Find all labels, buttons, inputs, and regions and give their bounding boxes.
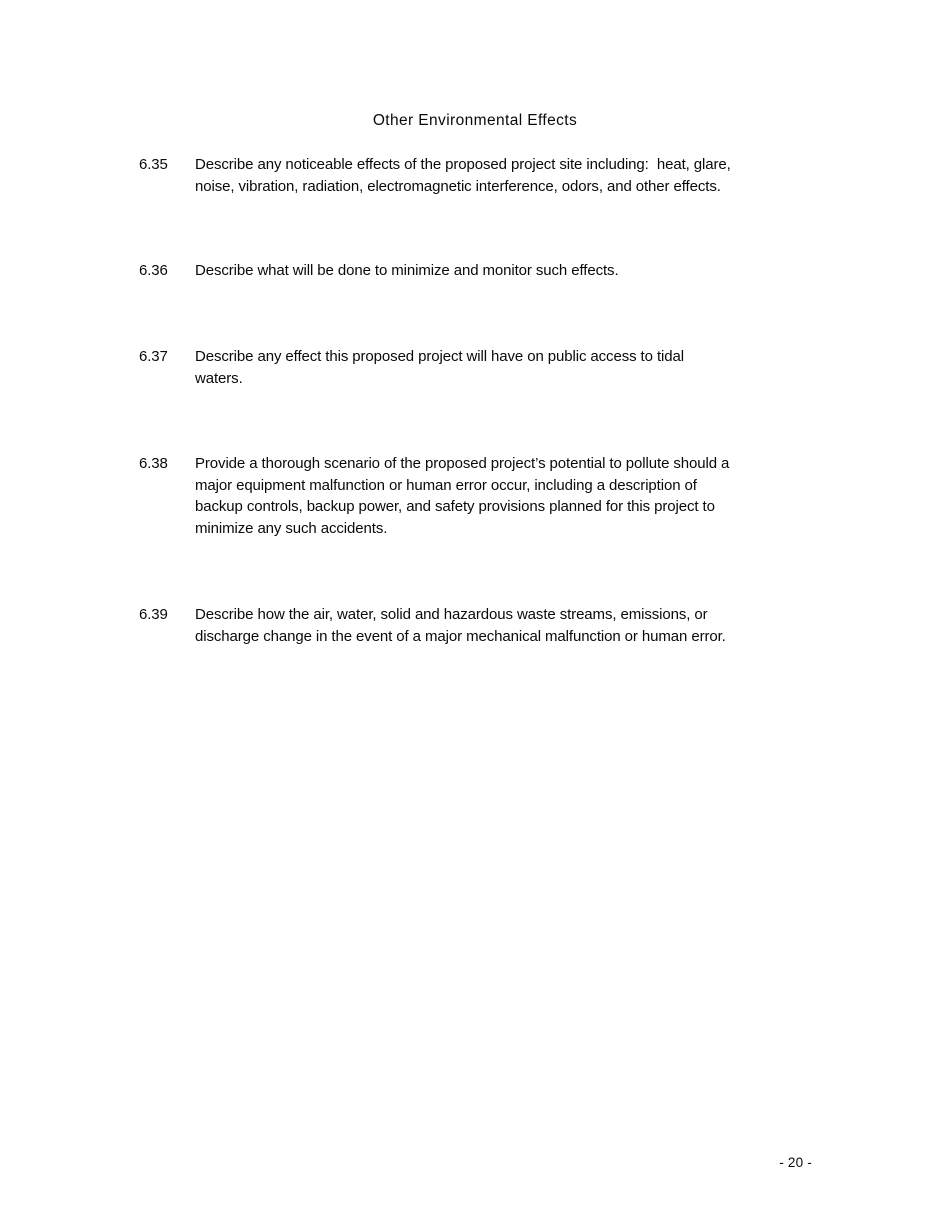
section-title: Other Environmental Effects	[372, 112, 578, 129]
question-text: Describe what will be done to minimize and monitor such effects.	[195, 262, 619, 279]
question-item	[139, 154, 915, 197]
question-text: Describe any noticeable effects of the proposed project site including: heat, glare, noise, vibration, radiation, electromagnetic interference, odors, and other effects.	[195, 156, 731, 195]
question-number: 6.37	[139, 348, 168, 365]
question-number: 6.35	[139, 156, 168, 173]
question-item	[139, 453, 915, 539]
question-number: 6.36	[139, 262, 168, 279]
question-number: 6.39	[139, 606, 168, 623]
question-item	[139, 260, 915, 282]
question-text: Describe any effect this proposed project will have on public access to tidal waters.	[195, 348, 684, 387]
question-number: 6.38	[139, 455, 168, 472]
question-item	[139, 346, 915, 389]
question-text: Provide a thorough scenario of the proposed project’s potential to pollute should a major equipment malfunction or human error occur, including a description of backup controls, backup power, and safety provisions planned for this project to minimize any such accidents.	[195, 455, 730, 537]
page-number: - 20 -	[779, 1155, 812, 1170]
question-item	[139, 604, 915, 647]
question-text: Describe how the air, water, solid and hazardous waste streams, emissions, or discharge change in the event of a major mechanical malfunction or human error.	[195, 606, 726, 645]
